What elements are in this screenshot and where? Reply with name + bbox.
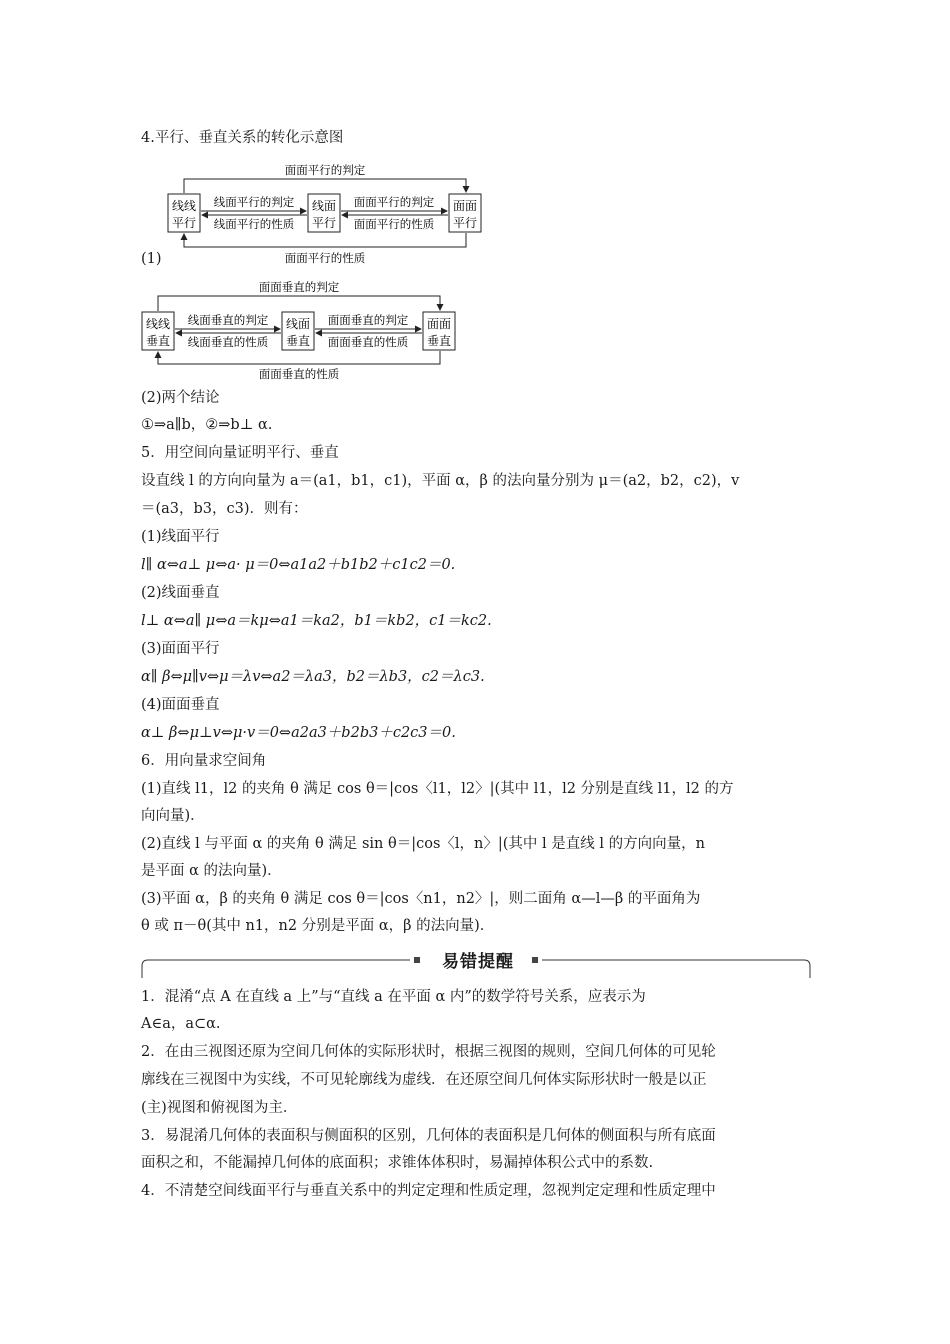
svg-text:线线: 线线 [171,199,197,213]
svg-text:垂直: 垂直 [145,334,171,348]
section6-p1-line1: (1)直线 l1，l2 的夹角 θ 满足 cos θ＝|cos〈l1，l2〉|(其中 l1，l2 分别是直线 l1，l2 的方 [141,781,734,797]
section6-p1-line2: 向向量)． [141,808,205,824]
section5-sub3-title: (3)面面平行 [141,641,220,657]
section6-heading: 6．用向量求空间角 [141,753,267,769]
svg-text:线线: 线线 [145,317,171,331]
mistake2-line2: 廓线在三视图中为实线，不可见轮廓线为虚线．在还原空间几何体实际形状时一般是以正 [141,1072,707,1088]
section6-p2-line1: (2)直线 l 与平面 α 的夹角 θ 满足 sin θ＝|cos〈l，n〉|(其中 l 是直线 l 的方向向量，n [141,836,705,852]
svg-text:面面垂直的性质: 面面垂直的性质 [327,335,409,349]
perpendicular-transform-diagram [124,276,474,384]
section5-sub2-formula: l⊥ α⇔a∥ μ⇔a＝kμ⇔a1＝ka2，b1＝kb2，c1＝kc2. [141,613,492,629]
section6-p3-line2: θ 或 π－θ(其中 n1，n2 分别是平面 α，β 的法向量)． [141,918,495,934]
banner-left-square [414,957,420,963]
svg-text:线面垂直的性质: 线面垂直的性质 [187,335,269,349]
mistake3-line1: 3．易混淆几何体的表面积与侧面积的区别，几何体的表面积是几何体的侧面积与所有底面 [141,1128,716,1144]
label-1: (1) [141,251,162,267]
svg-text:垂直: 垂直 [285,334,311,348]
banner-right-square [532,957,538,963]
svg-text:平行: 平行 [452,216,478,230]
section5-sub1-formula: l∥ α⇔a⊥ μ⇔a· μ＝0⇔a1a2＋b1b2＋c1c2＝0. [141,557,456,573]
diagram2-top-label: 面面垂直的判定 [258,280,340,294]
section4-heading: 4.平行、垂直关系的转化示意图 [141,130,344,146]
svg-text:面面垂直的判定: 面面垂直的判定 [327,313,409,327]
banner-title: 易错提醒 [442,952,514,972]
section5-sub2-title: (2)线面垂直 [141,585,220,601]
svg-text:面面平行的判定: 面面平行的判定 [353,195,435,209]
svg-text:平行: 平行 [311,216,337,230]
svg-text:平行: 平行 [171,216,197,230]
mistake2-line1: 2．在由三视图还原为空间几何体的实际形状时，根据三视图的规则，空间几何体的可见轮 [141,1044,716,1060]
svg-text:线面垂直的判定: 线面垂直的判定 [187,313,269,327]
label-2: (2)两个结论 [141,390,220,406]
diagram1-top-label: 面面平行的判定 [284,163,366,177]
svg-text:面面: 面面 [452,199,478,213]
svg-text:垂直: 垂直 [426,334,452,348]
section5-sub4-title: (4)面面垂直 [141,697,220,713]
section6-p3-line1: (3)平面 α，β 的夹角 θ 满足 cos θ＝|cos〈n1，n2〉|，则二面角 α—l—β 的平面角为 [141,891,701,907]
two-conclusions: ①⇒a∥b，②⇒b⊥ α. [141,417,273,433]
mistake3-line2: 面积之和，不能漏掉几何体的底面积；求锥体体积时，易漏掉体积公式中的系数. [141,1155,654,1171]
section5-sub4-formula: α⊥ β⇔μ⊥v⇔μ·v＝0⇔a2a3＋b2b3＋c2c3＝0. [141,725,456,741]
parallel-transform-diagram [150,158,500,270]
diagram1-bottom-label: 面面平行的性质 [284,251,366,265]
section5-intro-1: 设直线 l 的方向向量为 a＝(a1，b1，c1)，平面 α，β 的法向量分别为 μ＝(a2，b2，c2)，v [141,473,740,489]
section5-sub1-title: (1)线面平行 [141,529,220,545]
svg-text:面面平行的性质: 面面平行的性质 [353,217,435,231]
svg-text:面面: 面面 [426,317,452,331]
mistake2-line3: (主)视图和俯视图为主． [141,1100,298,1116]
section5-sub3-formula: α∥ β⇔μ∥v⇔μ＝λv⇔a2＝λa3，b2＝λb3，c2＝λc3. [141,669,485,685]
svg-text:线面: 线面 [311,199,337,213]
mistake4-line1: 4．不清楚空间线面平行与垂直关系中的判定定理和性质定理，忽视判定定理和性质定理中 [141,1183,716,1199]
section5-intro-2: ＝(a3，b3，c3)．则有： [141,501,308,517]
section5-heading: 5．用空间向量证明平行、垂直 [141,445,339,461]
svg-text:线面平行的判定: 线面平行的判定 [213,195,295,209]
mistake1-line1: 1．混淆“点 A 在直线 a 上”与“直线 a 在平面 α 内”的数学符号关系，应表示为 [141,989,646,1005]
diagram2-bottom-label: 面面垂直的性质 [258,367,340,381]
svg-text:线面: 线面 [285,317,311,331]
mistake1-line2: A∈a，a⊂α. [141,1016,221,1032]
svg-text:线面平行的性质: 线面平行的性质 [213,217,295,231]
section6-p2-line2: 是平面 α 的法向量)． [141,863,282,879]
